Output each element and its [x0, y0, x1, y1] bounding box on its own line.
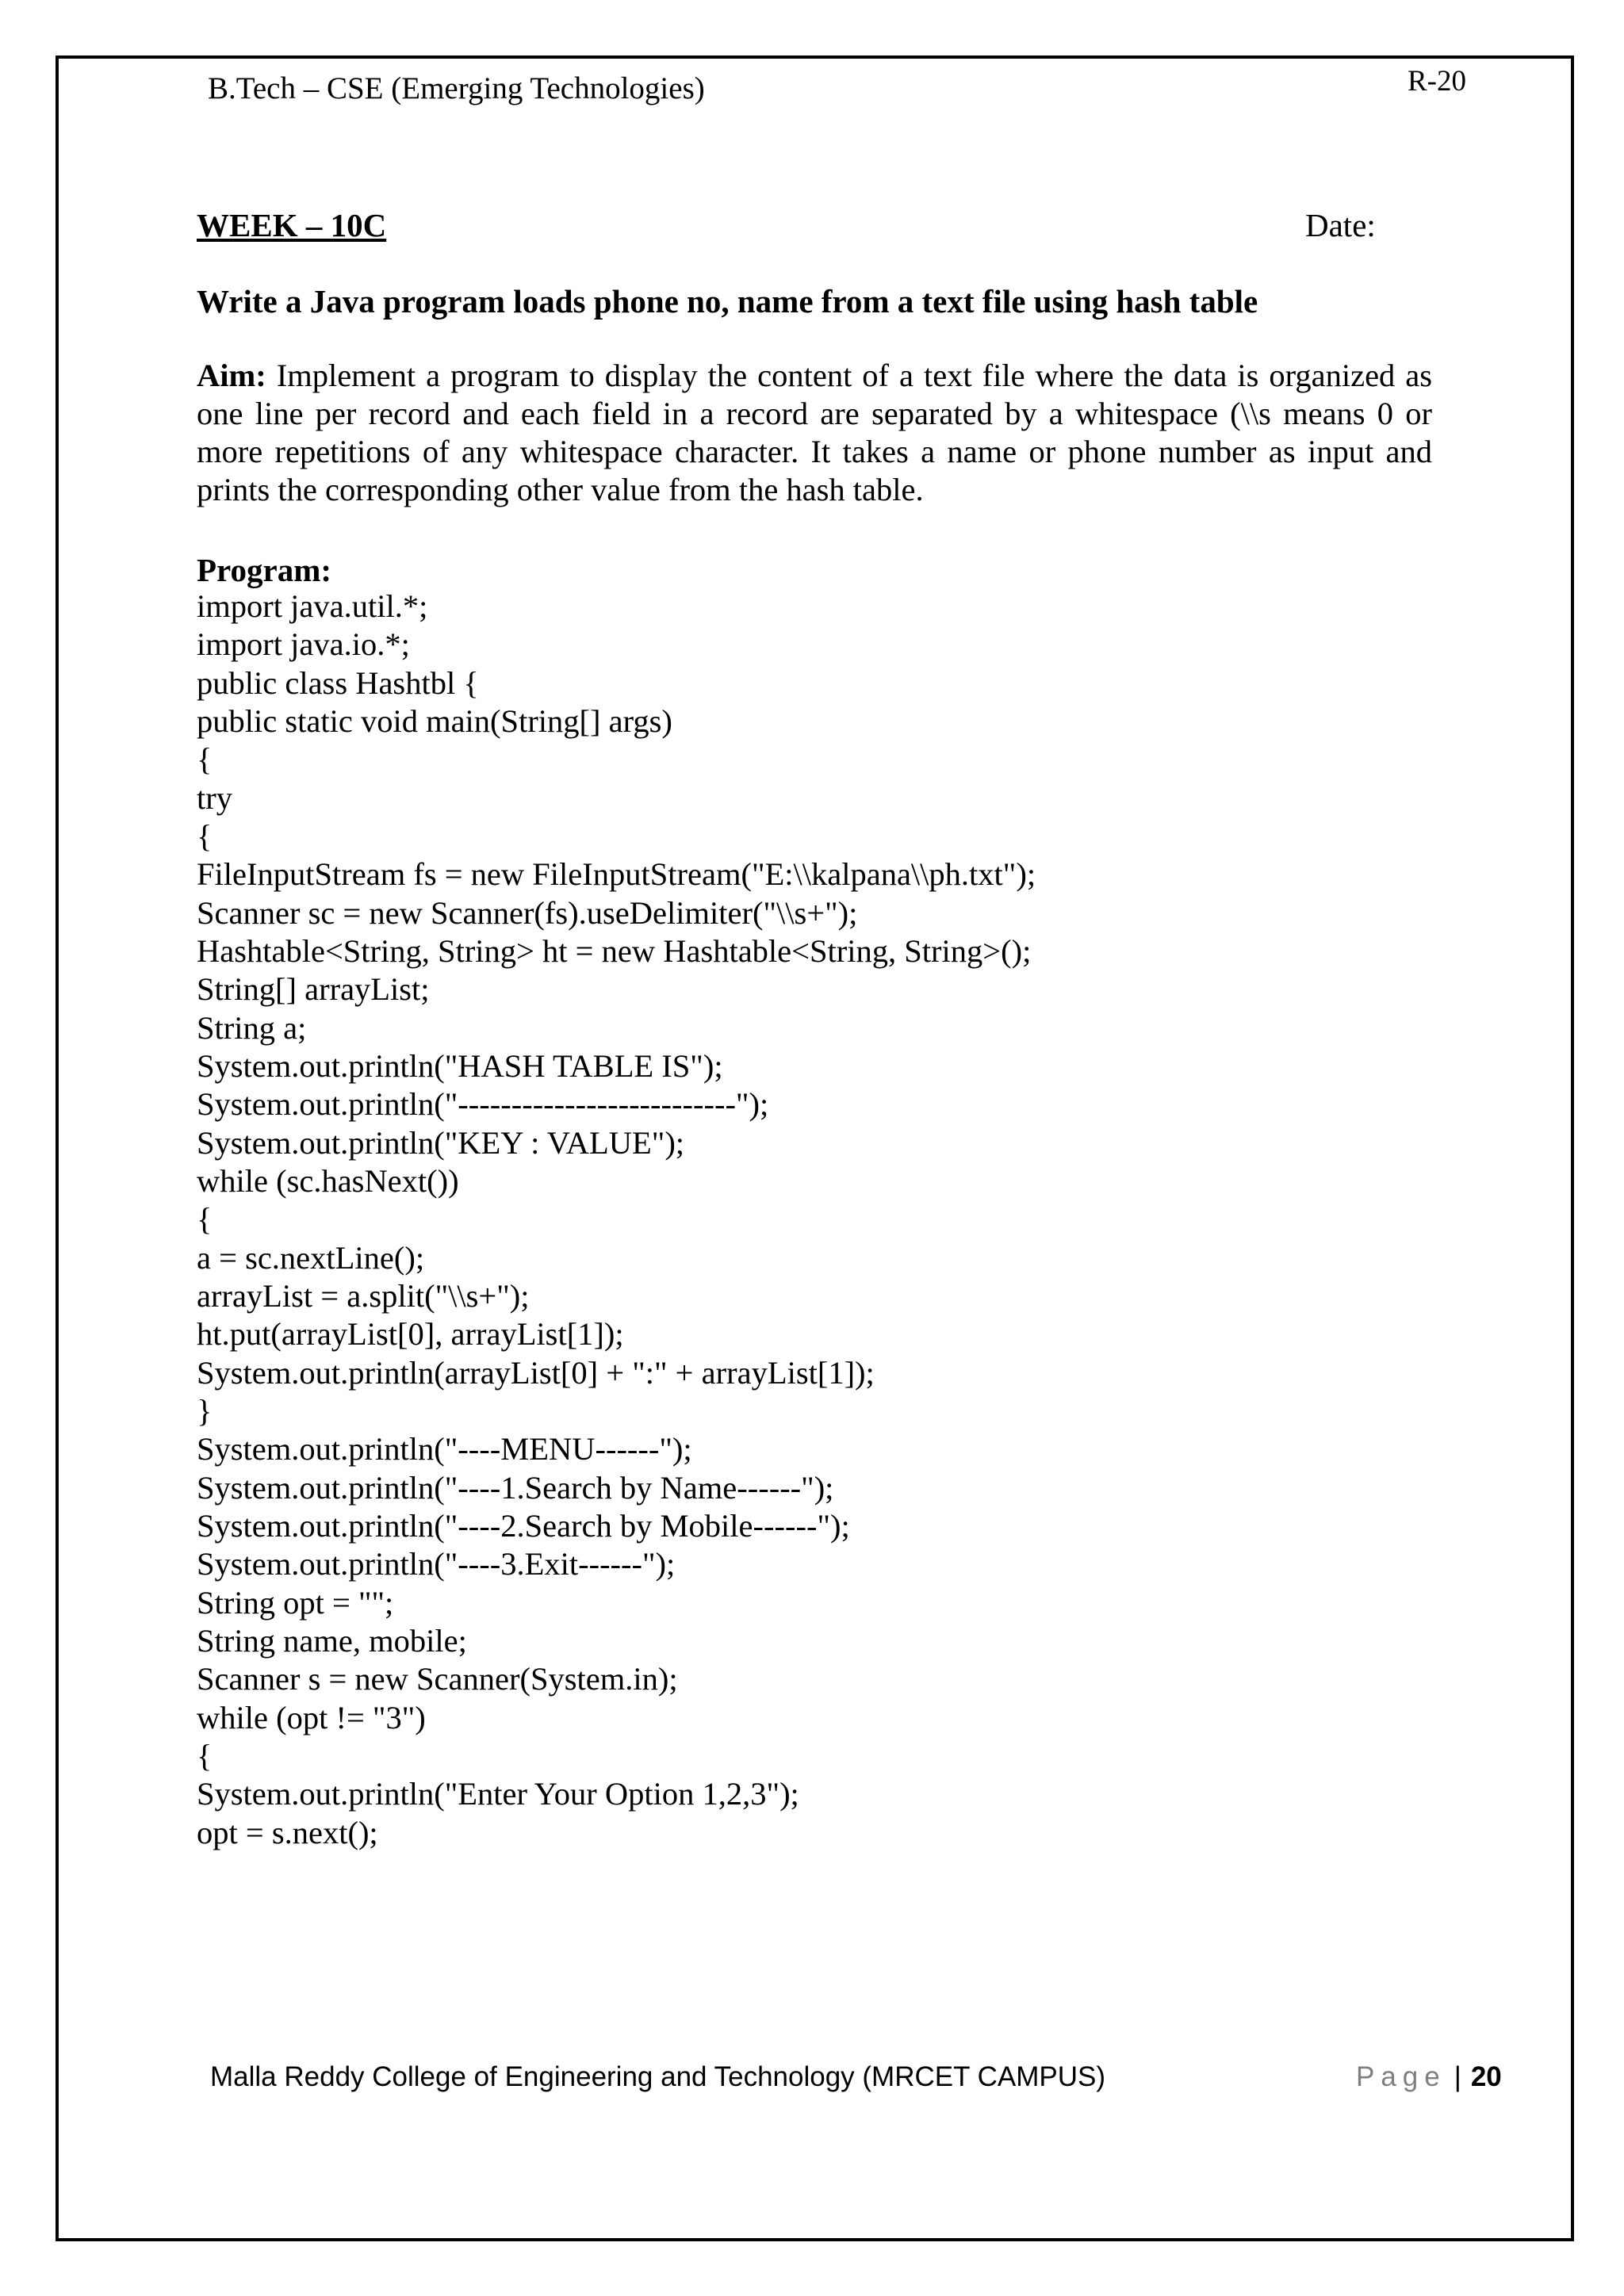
aim-paragraph: [197, 357, 1432, 509]
code-line: public static void main(String[] args): [197, 702, 672, 739]
header-regulation: R-20: [1408, 65, 1466, 98]
code-line: Scanner sc = new Scanner(fs).useDelimiter("\\s+");: [197, 894, 858, 931]
code-line: while (opt != "3"): [197, 1699, 426, 1735]
code-line: FileInputStream fs = new FileInputStream("E:\\kalpana\\ph.txt");: [197, 856, 1036, 893]
code-line: arrayList = a.split("\\s+");: [197, 1277, 530, 1314]
code-line: }: [197, 1392, 213, 1429]
code-line: Hashtable<String, String> ht = new Hashtable<String, String>();: [197, 932, 1032, 969]
code-listing: [197, 587, 1036, 1852]
code-line: opt = s.next();: [197, 1814, 378, 1850]
aim-line: one line per record and each field in a record are separated by a whitespace (\\s means 0 or: [197, 396, 1432, 431]
aim-line: prints the corresponding other value from the hash table.: [197, 472, 924, 507]
code-line: {: [197, 741, 213, 778]
code-line: String name, mobile;: [197, 1622, 467, 1659]
code-line: System.out.println(arrayList[0] + ":" + arrayList[1]);: [197, 1354, 875, 1391]
code-line: {: [197, 1201, 213, 1238]
code-line: public class Hashtbl {: [197, 664, 479, 701]
aim-text: Implement a program to display the content of a text file where the data is organized as: [266, 358, 1432, 393]
code-line: System.out.println("Enter Your Option 1,2,3");: [197, 1776, 799, 1812]
code-line: System.out.println("HASH TABLE IS");: [197, 1047, 723, 1084]
header-course: B.Tech – CSE (Emerging Technologies): [208, 71, 705, 105]
page-word: Page: [1356, 2061, 1446, 2092]
code-line: String[] arrayList;: [197, 971, 430, 1008]
code-line: a = sc.nextLine();: [197, 1239, 425, 1276]
code-line: import java.io.*;: [197, 626, 410, 663]
code-line: import java.util.*;: [197, 588, 428, 624]
code-line: try: [197, 779, 232, 816]
week-title: WEEK – 10C: [197, 207, 387, 243]
footer-college: Malla Reddy College of Engineering and Technology (MRCET CAMPUS): [210, 2061, 1105, 2092]
footer-page-indicator: [1356, 2060, 1502, 2095]
code-line: System.out.println("--------------------------");: [197, 1086, 769, 1123]
code-line: {: [197, 1737, 213, 1774]
code-line: System.out.println("----3.Exit------");: [197, 1546, 676, 1582]
date-label: Date:: [1305, 207, 1376, 243]
task-title: Write a Java program loads phone no, name from a text file using hash table: [197, 283, 1258, 320]
code-line: System.out.println("KEY : VALUE");: [197, 1124, 685, 1161]
page-number: 20: [1470, 2061, 1502, 2092]
code-line: ht.put(arrayList[0], arrayList[1]);: [197, 1316, 624, 1353]
aim-line: more repetitions of any whitespace character. It takes a name or phone number as input and: [197, 434, 1432, 469]
code-line: System.out.println("----2.Search by Mobile------");: [197, 1507, 850, 1544]
code-line: System.out.println("----1.Search by Name------");: [197, 1469, 834, 1506]
page-separator: |: [1454, 2061, 1461, 2092]
code-line: {: [197, 817, 213, 854]
code-line: String opt = "";: [197, 1584, 394, 1621]
aim-label: Aim:: [197, 358, 266, 393]
aim-line: [197, 357, 1432, 395]
code-line: System.out.println("----MENU------");: [197, 1431, 692, 1468]
code-line: String a;: [197, 1009, 307, 1046]
program-label: Program:: [197, 552, 332, 588]
code-line: Scanner s = new Scanner(System.in);: [197, 1661, 678, 1697]
code-line: while (sc.hasNext()): [197, 1162, 459, 1199]
